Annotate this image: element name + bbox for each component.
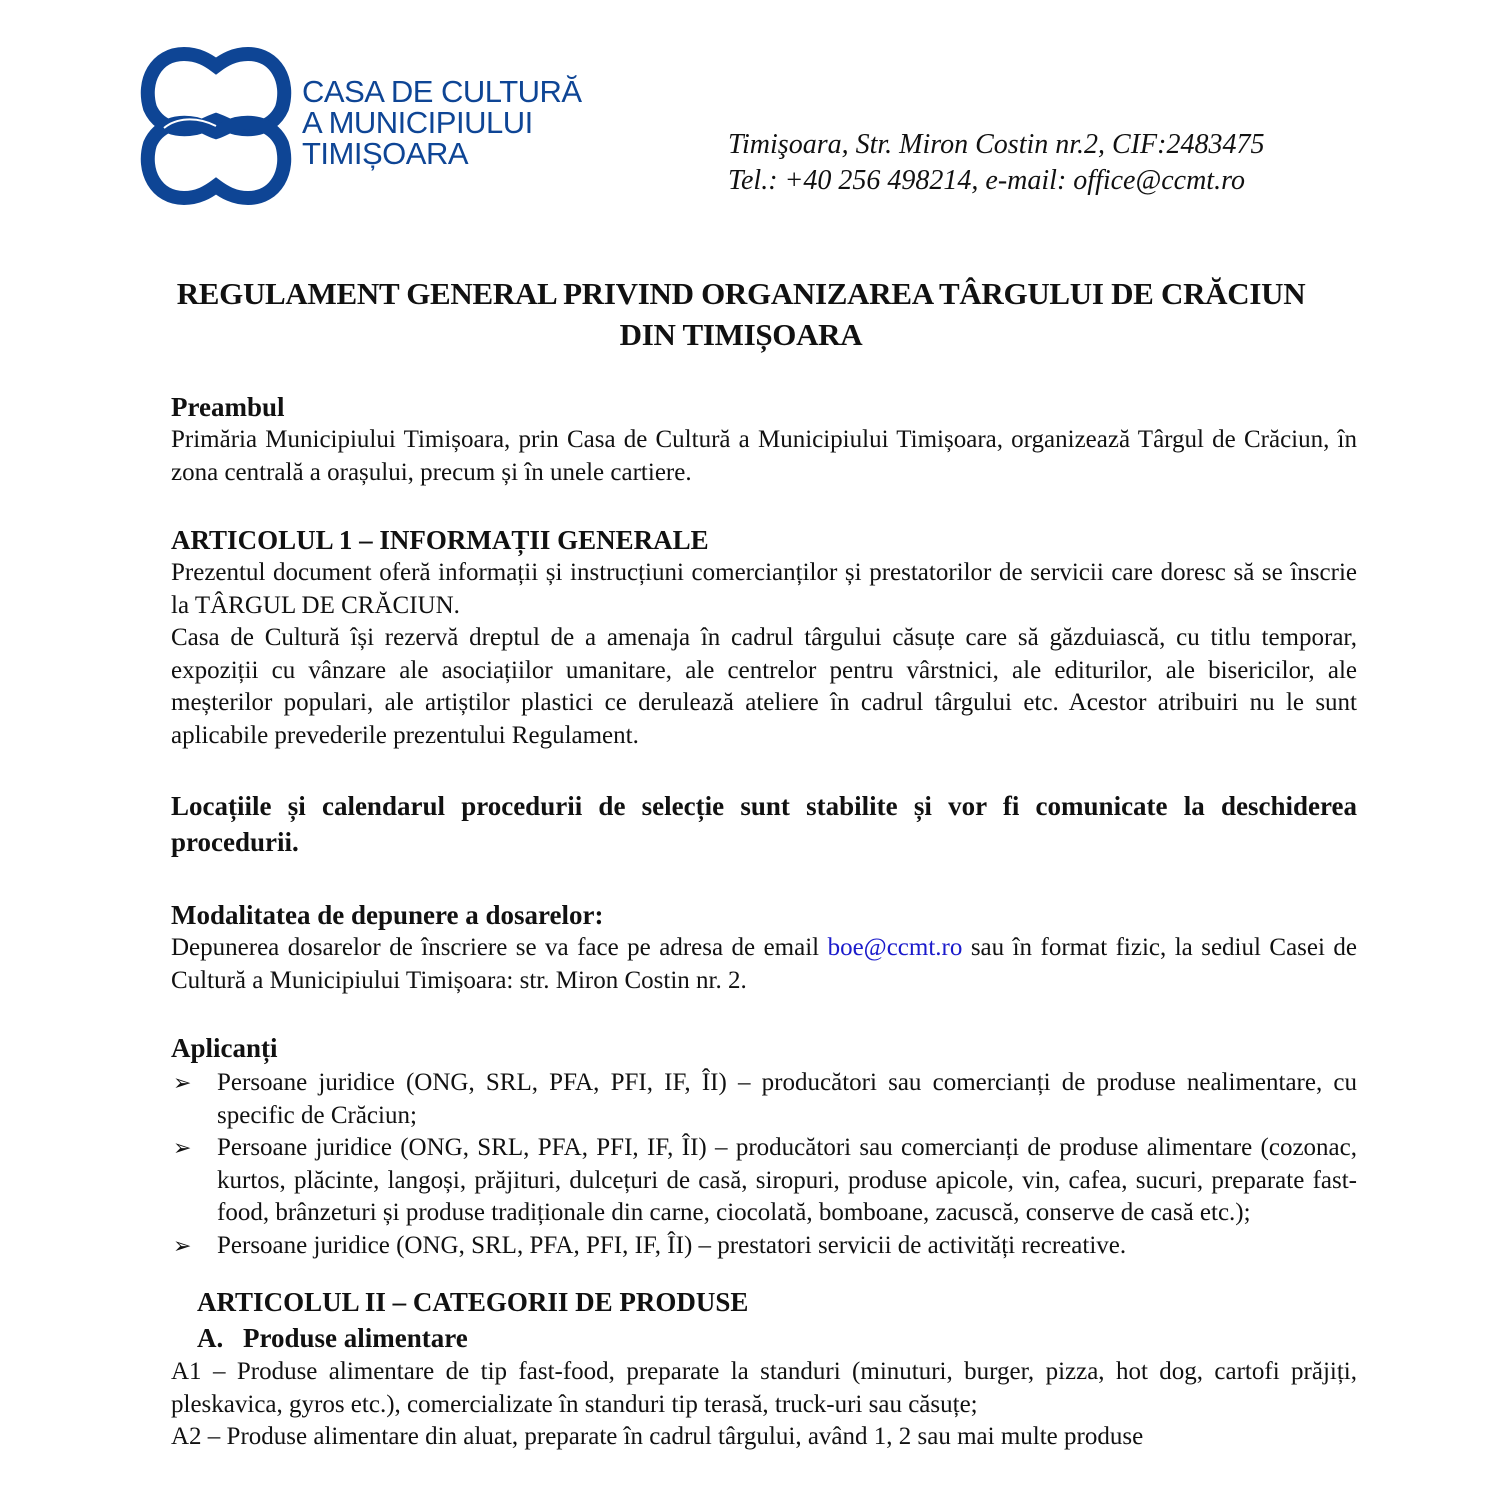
arrow-bullet-icon: ➢ [173,1070,192,1095]
preamble-heading: Preambul [171,392,285,422]
submission-text [171,932,1357,997]
submission-heading: Modalitatea de depunere a dosarelor: [171,900,604,930]
contact-address: Timişoara, Str. Miron Costin nr.2, CIF:2483475 [728,129,1265,160]
applicant-item-text: Persoane juridice (ONG, SRL, PFA, PFI, IF, ÎI) – producători sau comercianți de produse alimentare (cozonac, kurtos, plăcinte, langoși, prăjituri, dulcețuri de casă, siropuri, produse apicole, vin, cafea, sucuri, preparate fast-food, brânzeturi și produse tradiționale din carne, ciocolată, bomboane, zacuscă, conserve de casă etc.); [217,1134,1357,1226]
logo-line-3: TIMIȘOARA [302,136,469,171]
submission-text-end: sau în format fizic, la sediul Casei de Cultură a Municipiului Timișoara: str. Miron Costin nr. 2. [171,934,1357,994]
article-1-paragraph-2: Casa de Cultură își rezervă dreptul de a amenaja în cadrul târgului căsuțe care să găzduiască, cu titlu temporar, expoziții cu vânzare ale asociațiilor umanitare, ale centrelor pentru vârstnici, ale editurilor, ale bisericilor, ale meșterilor populari, ale artiștilor plastici ce derulează ateliere în cadrul târgului etc. Acestor atribuiri nu le sunt aplicabile prevederile prezentului Regulament. [171,624,1357,749]
logo [136,46,596,206]
document-body [171,390,1357,1454]
section-a-title: Produse alimentare [243,1323,468,1353]
section-a-letter: A. [197,1323,224,1353]
document-title-line-2: DIN TIMIȘOARA [619,317,863,352]
document-title-line-1: REGULAMENT GENERAL PRIVIND ORGANIZAREA TÂRGULUI DE CRĂCIUN [176,276,1306,311]
applicant-item-text: Persoane juridice (ONG, SRL, PFA, PFI, IF, ÎI) – prestatori servicii de activități recreative. [217,1231,1127,1259]
contact-info [728,127,1264,199]
logo-text [302,76,582,169]
contact-phone-email: Tel.: +40 256 498214, e-mail: office@ccmt.ro [728,165,1245,196]
logo-line-2: A MUNICIPIULUI [302,105,533,140]
section-a-heading [171,1320,1357,1356]
list-item [171,1230,1357,1263]
locations-note: Locațiile și calendarul procedurii de selecție sunt stabilite și vor fi comunicate la deschiderea procedurii. [171,791,1357,857]
applicants-list [171,1067,1357,1262]
submission-text-start: Depunerea dosarelor de înscriere se va face pe adresa de email [171,934,828,961]
list-item [171,1067,1357,1132]
logo-line-1: CASA DE CULTURĂ [302,74,582,109]
arrow-bullet-icon: ➢ [173,1135,192,1160]
category-a2: A2 – Produse alimentare din aluat, preparate în cadrul târgului, având 1, 2 sau mai multe produse [171,1423,1144,1450]
arrow-bullet-icon: ➢ [173,1232,192,1258]
preamble-text: Primăria Municipiului Timișoara, prin Casa de Cultură a Municipiului Timișoara, organizează Târgul de Crăciun, în zona centrală a orașului, precum și în unele cartiere. [171,426,1357,486]
category-a1: A1 – Produse alimentare de tip fast-food, preparate la standuri (minuturi, burger, pizza, hot dog, cartofi prăjiți, pleskavica, gyros etc.), comercializate în standuri tip terasă, truck-uri sau căsuțe; [171,1358,1357,1418]
list-item [171,1132,1357,1230]
applicants-heading: Aplicanți [171,1033,278,1063]
document-title [100,273,1382,355]
article-1-heading: ARTICOLUL 1 – INFORMAȚII GENERALE [171,525,709,555]
applicant-item-text: Persoane juridice (ONG, SRL, PFA, PFI, IF, ÎI) – producători sau comercianți de produse nealimentare, cu specific de Crăciun; [217,1069,1357,1129]
article-2-heading: ARTICOLUL II – CATEGORII DE PRODUSE [197,1287,749,1317]
logo-rings-icon [136,46,296,206]
article-1-paragraph-1: Prezentul document oferă informații și instrucțiuni comercianților și prestatorilor de servicii care doresc să se înscrie la TÂRGUL DE CRĂCIUN. [171,559,1357,619]
submission-email-link[interactable]: boe@ccmt.ro [827,934,963,961]
